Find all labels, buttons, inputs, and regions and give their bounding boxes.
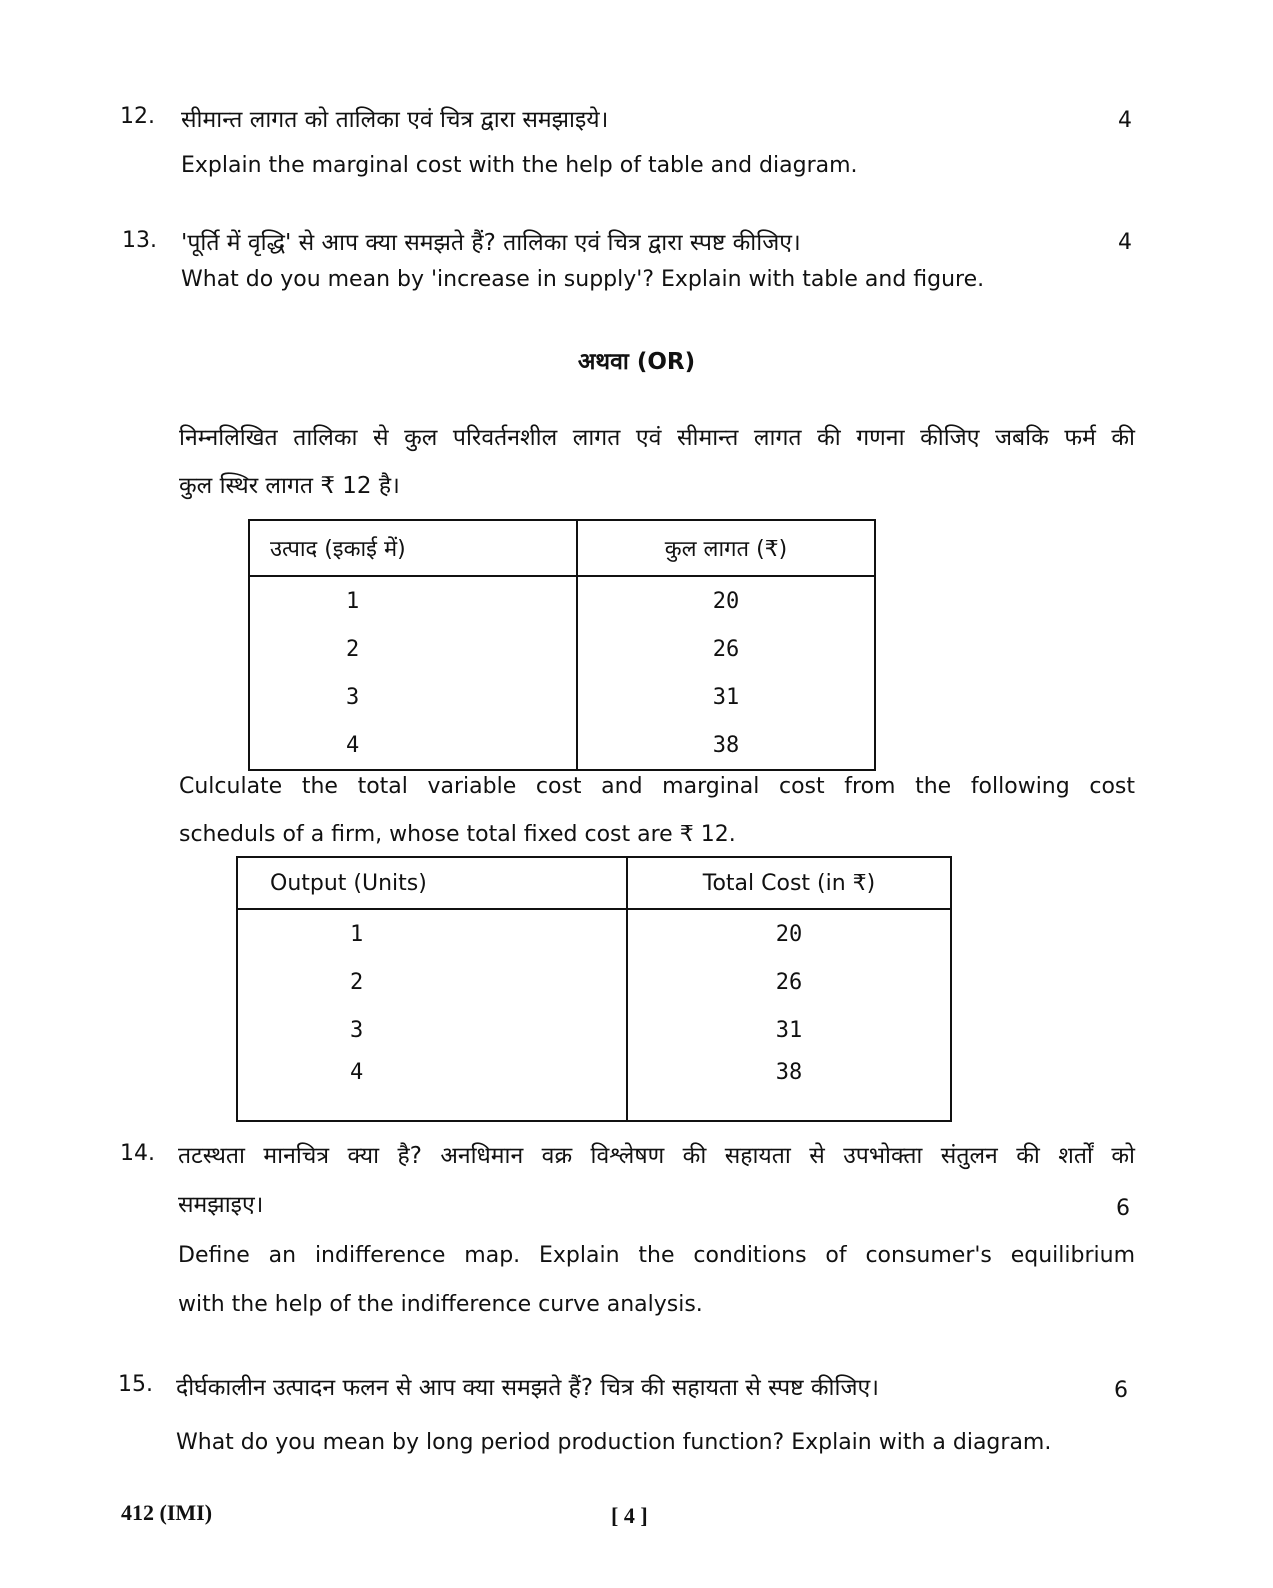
table-cell-cost: 20	[577, 576, 875, 625]
q13-hindi-text: 'पूर्ति में वृद्धि' से आप क्या समझते हैं? तालिका एवं चित्र द्वारा स्पष्ट कीजिए।	[181, 230, 801, 256]
table-cell-output: 2	[237, 958, 627, 1006]
or-hindi-line-1: निम्नलिखित तालिका से कुल परिवर्तनशील लागत एवं सीमान्त लागत की गणना कीजिए जबकि फर्म की	[179, 425, 1135, 451]
table-row	[249, 673, 875, 721]
q15-english-text: What do you mean by long period production function? Explain with a diagram.	[176, 1430, 1052, 1455]
page-number: [ 4 ]	[611, 1503, 648, 1528]
q13-marks: 4	[1118, 230, 1132, 255]
table-header-row	[249, 520, 875, 576]
q15-hindi-text: दीर्घकालीन उत्पादन फलन से आप क्या समझते हैं? चित्र की सहायता से स्पष्ट कीजिए।	[176, 1375, 879, 1401]
table-cell-output: 3	[249, 673, 577, 721]
table-cell-output: 4	[249, 721, 577, 770]
table-header-output: Output (Units)	[237, 857, 627, 909]
or-english-line-2: scheduls of a firm, whose total fixed cost are ₹ 12.	[179, 822, 736, 847]
table-row	[237, 958, 951, 1006]
hindi-cost-table	[248, 519, 876, 771]
paper-code: 412 (IMI)	[121, 1500, 213, 1525]
table-cell-cost: 38	[577, 721, 875, 770]
table-row	[237, 1006, 951, 1054]
q15-number: 15.	[118, 1372, 153, 1397]
table-row	[249, 625, 875, 673]
table-cell-output: 3	[237, 1006, 627, 1054]
q12-number: 12.	[120, 104, 155, 129]
table-cell-cost: 20	[627, 909, 951, 958]
q14-marks: 6	[1116, 1196, 1130, 1221]
table-cell-output: 1	[249, 576, 577, 625]
table-row	[249, 576, 875, 625]
table-row	[237, 909, 951, 958]
table-cell-output: 4	[237, 1054, 627, 1121]
q12-hindi-text: सीमान्त लागत को तालिका एवं चित्र द्वारा समझाइये।	[181, 107, 609, 133]
table-cell-cost: 26	[577, 625, 875, 673]
or-heading: अथवा (OR)	[577, 349, 696, 375]
table-cell-cost: 31	[577, 673, 875, 721]
table-header-output: उत्पाद (इकाई में)	[249, 520, 577, 576]
or-hindi-line-2: कुल स्थिर लागत ₹ 12 है।	[179, 473, 400, 499]
table-row	[249, 721, 875, 770]
table-cell-cost: 38	[627, 1054, 951, 1121]
q14-english-line-1: Define an indifference map. Explain the conditions of consumer's equilibrium	[178, 1243, 1135, 1268]
q14-hindi-line-1: तटस्थता मानचित्र क्या है? अनधिमान वक्र विश्लेषण की सहायता से उपभोक्ता संतुलन की शर्तों को	[178, 1143, 1135, 1169]
table-row	[237, 1054, 951, 1121]
q12-marks: 4	[1118, 108, 1132, 133]
q14-english-line-2: with the help of the indifference curve analysis.	[178, 1292, 703, 1317]
table-header-total-cost: कुल लागत (₹)	[577, 520, 875, 576]
q14-hindi-line-2: समझाइए।	[178, 1192, 264, 1218]
table-header-total-cost: Total Cost (in ₹)	[627, 857, 951, 909]
table-cell-output: 2	[249, 625, 577, 673]
q14-number: 14.	[120, 1141, 155, 1166]
q13-number: 13.	[122, 228, 157, 253]
table-cell-output: 1	[237, 909, 627, 958]
or-english-line-1: Culculate the total variable cost and marginal cost from the following cost	[179, 774, 1135, 799]
table-cell-cost: 26	[627, 958, 951, 1006]
english-cost-table	[236, 856, 952, 1122]
table-header-row	[237, 857, 951, 909]
q15-marks: 6	[1114, 1378, 1128, 1403]
table-cell-cost: 31	[627, 1006, 951, 1054]
q13-english-text: What do you mean by 'increase in supply'? Explain with table and figure.	[181, 267, 985, 292]
q12-english-text: Explain the marginal cost with the help of table and diagram.	[181, 153, 858, 178]
